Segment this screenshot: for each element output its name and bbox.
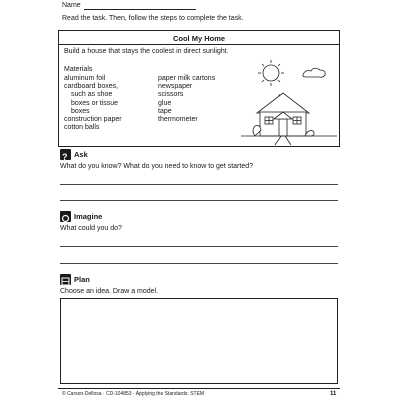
materials-title: Materials [64, 66, 93, 73]
material-item: thermometer [158, 116, 198, 124]
material-item: glue [158, 99, 172, 107]
material-item: construction paper [64, 116, 122, 124]
name-label: Name [62, 2, 81, 9]
material-item: boxes [71, 107, 90, 115]
material-item: scissors [158, 91, 184, 99]
material-item: tape [158, 107, 172, 115]
house-icon [241, 93, 337, 145]
plan-title: Plan [74, 275, 90, 284]
material-item: aluminum foil [64, 75, 106, 82]
imagine-answer-line-1[interactable] [60, 246, 338, 247]
model-drawing-box[interactable] [60, 298, 338, 384]
sun-icon [258, 60, 284, 86]
plan-prompt: Choose an idea. Draw a model. [60, 288, 159, 295]
task-box [58, 30, 340, 147]
task-description: Build a house that stays the coolest in direct sunlight. [64, 48, 229, 55]
cloud-icon [303, 68, 325, 77]
page-number: 11 [330, 391, 337, 397]
material-item: newspaper [158, 83, 193, 91]
imagine-icon [60, 211, 71, 222]
plan-icon [60, 274, 71, 285]
footer-text: © Carson-Dellosa · CD-104853 · Applying the Standards: STEM [62, 391, 205, 397]
material-item: such as shoe [71, 91, 113, 99]
name-line[interactable] [84, 9, 196, 10]
footer-divider [58, 388, 340, 389]
imagine-prompt: What could you do? [60, 225, 122, 232]
material-item: paper milk cartons [158, 75, 216, 82]
imagine-answer-line-2[interactable] [60, 263, 338, 264]
ask-icon [60, 149, 71, 160]
ask-prompt: What do you know? What do you need to know to get started? [60, 163, 254, 170]
task-title-divider [59, 44, 339, 45]
material-item: boxes or tissue [71, 99, 119, 107]
material-item: cardboard boxes, [64, 83, 119, 91]
ask-answer-line-2[interactable] [60, 200, 338, 201]
instructions-text: Read the task. Then, follow the steps to complete the task. [62, 15, 244, 22]
materials-list-right [158, 75, 215, 124]
ask-title: Ask [74, 150, 88, 159]
ask-answer-line-1[interactable] [60, 184, 338, 185]
materials-list-left [64, 75, 122, 132]
svg-text:?: ? [62, 152, 68, 162]
house-sun-illustration [241, 57, 337, 145]
task-title: Cool My Home [172, 34, 226, 43]
material-item: cotton balls [64, 124, 100, 132]
imagine-title: Imagine [74, 212, 103, 221]
